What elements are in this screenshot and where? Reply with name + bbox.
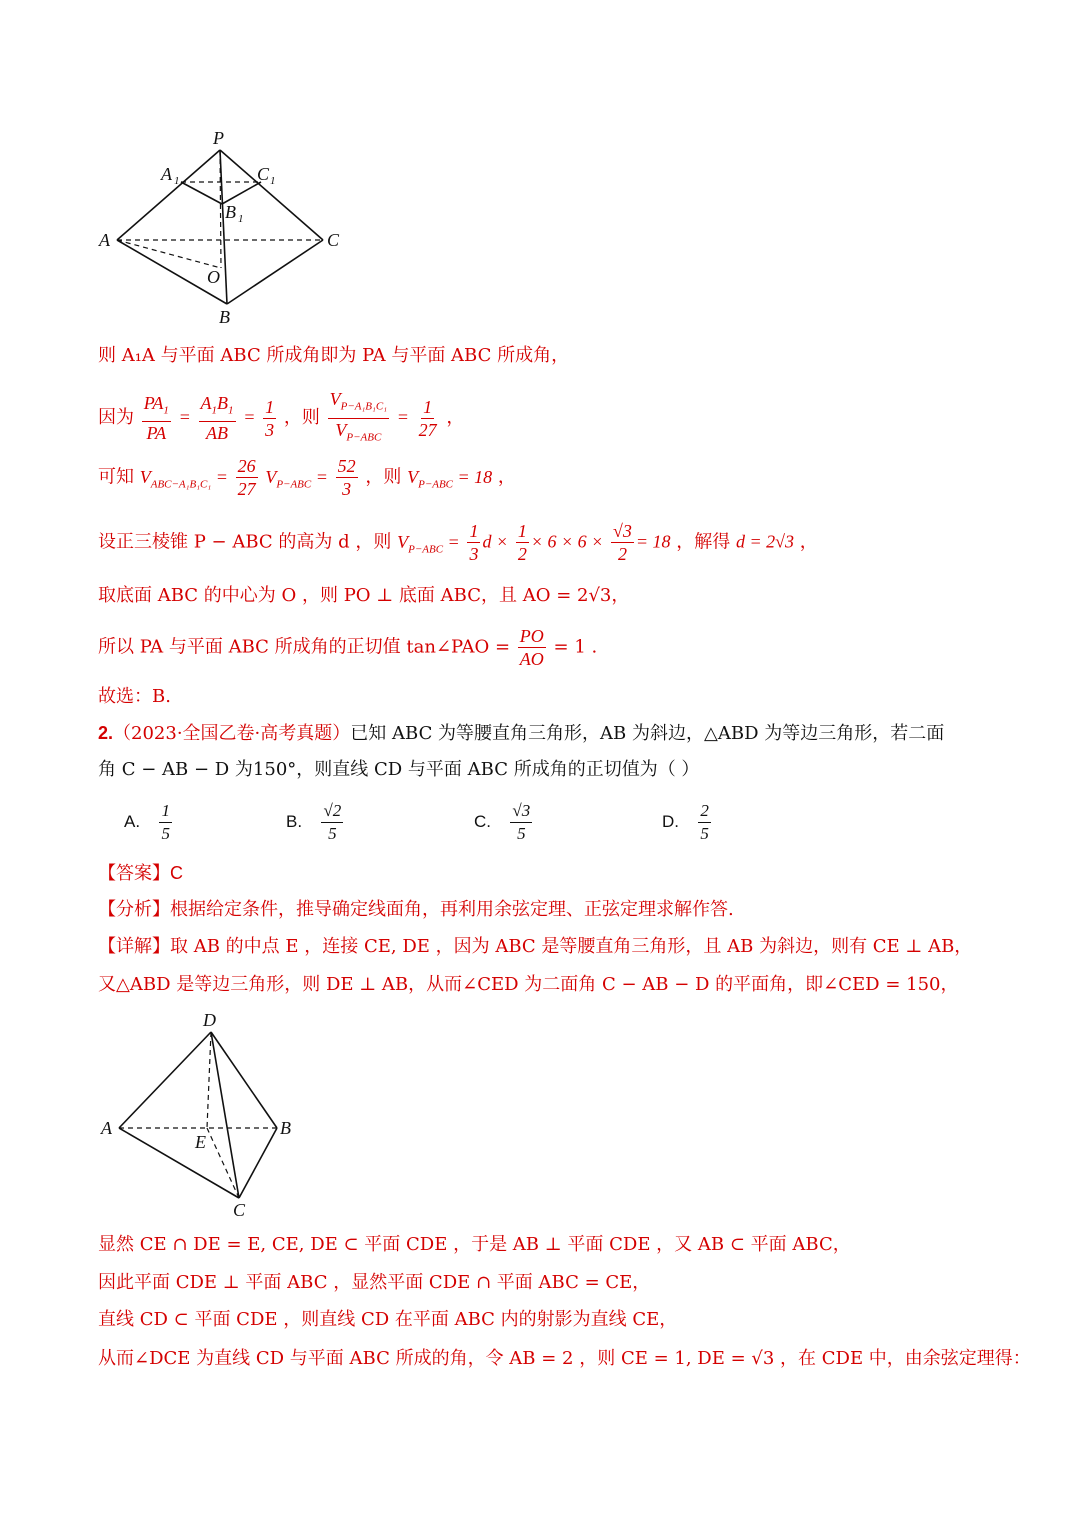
label-B1-sub: 1 (238, 213, 244, 225)
label-A: A (99, 230, 110, 250)
sol2-line3: 直线 CD ⊂ 平面 CDE ，则直线 CD 在平面 ABC 内的射影为直线 CE， (98, 1309, 678, 1330)
option-a: A. $\frac{1}{5}$ (124, 801, 170, 843)
sol2-line4: 从而∠DCE 为直线 CD 与平面 ABC 所成的角，令 AB = 2 ，则 CE = 1, DE = √3 ，在 CDE 中，由余弦定理得： (98, 1348, 1031, 1369)
sol1-answer: 故选：B. (98, 686, 171, 707)
label-C2: C (233, 1200, 246, 1220)
label-B2: B (280, 1118, 291, 1138)
q2-answer: 【答案】C (98, 863, 183, 884)
option-b: B. $\frac{√2}{5}$ (286, 801, 342, 843)
sol1-line5: 取底面 ABC 的中心为 O ，则 PO ⊥ 底面 ABC，且 AO = 2√3， (98, 585, 630, 606)
q2-line1: 2.（2023·全国乙卷·高考真题）已知 ABC 为等腰直角三角形，AB 为斜边，△ABD 为等边三角形，若二面 (98, 723, 945, 744)
label-B1: B (225, 202, 236, 222)
pyramid-figure (95, 128, 355, 328)
sol1-line4: 设正三棱锥 P − ABC 的高为 d ，则 $V_{P-ABC}$ = $\frac{1}{3}$ d × $\frac{1}{2}$ × 6 × 6 × $\frac{√3}{2}$ = 18 ，解得 d = 2√3 ， (98, 521, 818, 564)
label-C1-sub: 1 (270, 175, 276, 187)
label-O: O (207, 267, 220, 287)
label-C1: C (257, 164, 270, 184)
sol1-line6: 所以 PA 与平面 ABC 所成角的正切值 tan∠PAO = $\frac{PO}{AO}$ = 1 . (98, 626, 598, 669)
label-P: P (213, 128, 224, 148)
sol2-line2: 因此平面 CDE ⊥ 平面 ABC ，显然平面 CDE ∩ 平面 ABC = CE， (98, 1272, 651, 1293)
label-C: C (327, 230, 340, 250)
sol1-line1: 则 A₁A 与平面 ABC 所成角即为 PA 与平面 ABC 所成角， (98, 345, 570, 366)
label-D: D (203, 1010, 216, 1030)
q2-line2: 角 C − AB − D 为150°，则直线 CD 与平面 ABC 所成角的正切值为（ ） (98, 759, 700, 780)
label-E: E (195, 1132, 206, 1152)
option-d: D. $\frac{2}{5}$ (662, 801, 709, 843)
q2-detail1: 【详解】取 AB 的中点 E ，连接 CE, DE ，因为 ABC 是等腰直角三角形，且 AB 为斜边，则有 CE ⊥ AB， (98, 936, 973, 957)
sol1-line2: 因为 $\frac{PA_1}{PA}$ = $\frac{A_1B_1}{AB}$ = $\frac{1}{3}$ ，则 $\frac{V_{P-A_1B_1C_1}}{V_{P-ABC}}$ = $\frac{1}{27}$ ， (98, 389, 465, 444)
q2-analysis: 【分析】根据给定条件，推导确定线面角，再利用余弦定理、正弦定理求解作答. (98, 899, 734, 920)
option-c: C. $\frac{√3}{5}$ (474, 801, 531, 843)
label-A1: A (161, 164, 172, 184)
q2-detail2: 又△ABD 是等边三角形，则 DE ⊥ AB，从而∠CED 为二面角 C − AB − D 的平面角，即∠CED = 150， (98, 974, 959, 995)
label-B: B (219, 307, 230, 327)
sol1-line3: 可知 $V_{ABC-A_1B_1C_1}$ = $\frac{26}{27}$ $V_{P-ABC}$ = $\frac{52}{3}$ ，则 $V_{P-ABC} = 18$ ， (98, 456, 516, 499)
sol2-line1: 显然 CE ∩ DE = E, CE, DE ⊂ 平面 CDE ，于是 AB ⊥ 平面 CDE ，又 AB ⊂ 平面 ABC， (98, 1234, 851, 1255)
tetrahedron-figure (95, 1008, 305, 1223)
label-A1-sub: 1 (174, 175, 180, 187)
label-A2: A (101, 1118, 112, 1138)
